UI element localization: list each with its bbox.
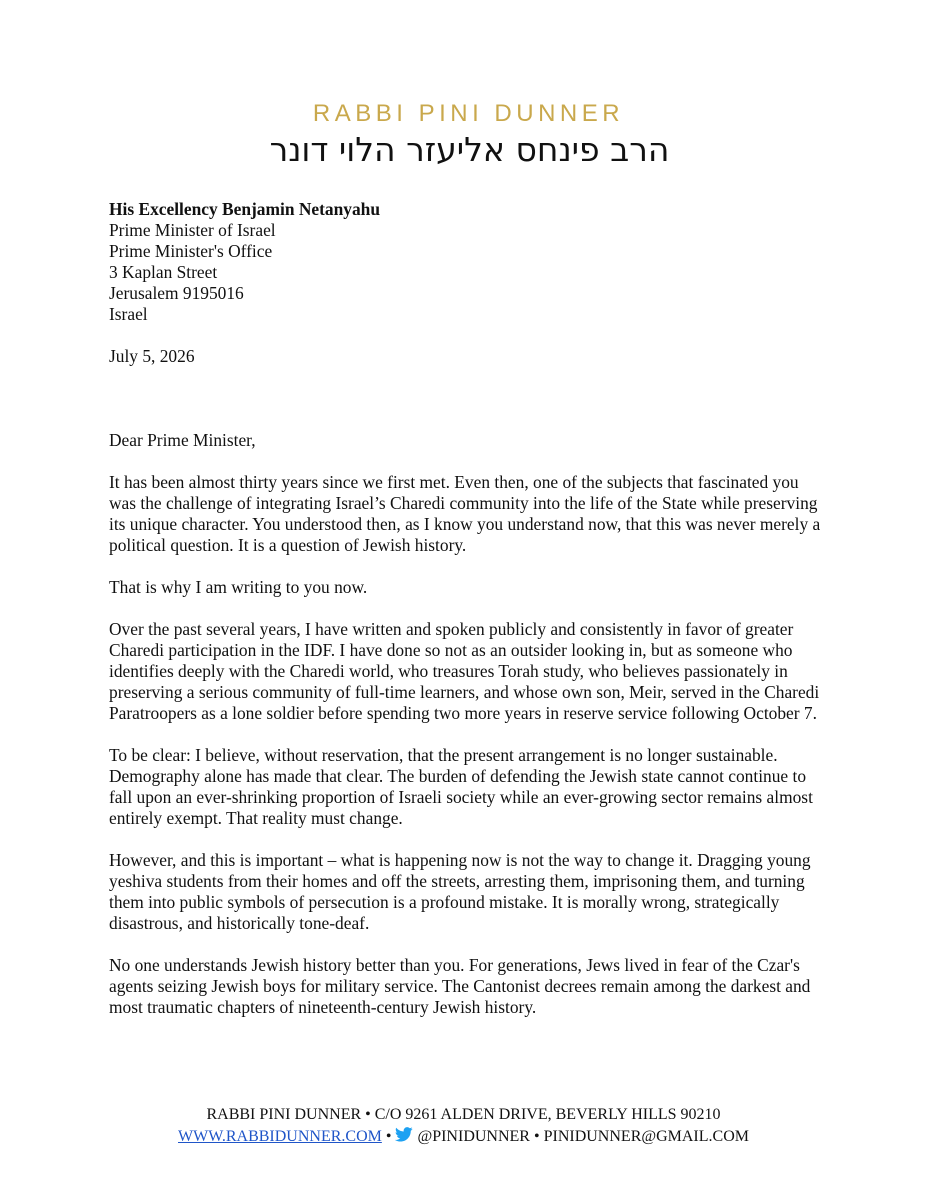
footer-address: RABBI PINI DUNNER • C/O 9261 ALDEN DRIVE, BEVERLY HILLS 90210 <box>206 1106 721 1123</box>
footer-contact <box>0 1126 927 1147</box>
recipient-country: Israel <box>109 304 148 324</box>
letter-body <box>109 199 829 1018</box>
letterhead-name: RABBI PINI DUNNER <box>312 100 625 127</box>
letterhead-hebrew-name: הרב פינחס אליעזר הלוי דונר <box>269 130 670 169</box>
paragraph: No one understands Jewish history better than you. For generations, Jews lived in fear of the Czar's agents seizing Jewish boys for military service. The Cantonist decrees remain among the darkest and most traumatic chapters of nineteenth-century Jewish history. <box>109 955 811 1017</box>
paragraph: It has been almost thirty years since we first met. Even then, one of the subjects that fascinated you was the challenge of integrating Israel’s Charedi community into the life of the State while preserving its unique character. You understood then, as I know you understand now, that this was never merely a political question. It is a question of Jewish history. <box>109 472 821 555</box>
footer-separator: • <box>385 1128 392 1145</box>
email-address[interactable]: • PINIDUNNER@GMAIL.COM <box>533 1128 749 1145</box>
recipient-title: Prime Minister of Israel <box>109 220 276 240</box>
twitter-bird-icon <box>395 1127 413 1142</box>
paragraph: However, and this is important – what is happening now is not the way to change it. Dragging young yeshiva students from their homes and off the streets, arresting them, imprisoning them, and turning them into public symbols of persecution is a profound mistake. It is morally wrong, strategically disastrous, and historically tone-deaf. <box>109 850 811 933</box>
salutation: Dear Prime Minister, <box>109 430 256 450</box>
recipient-address <box>109 199 829 325</box>
letter-footer <box>0 1104 927 1147</box>
recipient-city: Jerusalem 9195016 <box>109 283 244 303</box>
website-link[interactable]: WWW.RABBIDUNNER.COM <box>178 1128 382 1145</box>
letterhead <box>0 100 927 170</box>
recipient-street: 3 Kaplan Street <box>109 262 218 282</box>
paragraph: To be clear: I believe, without reservation, that the present arrangement is no longer sustainable. Demography alone has made that clear. The burden of defending the Jewish state cannot continue to fall upon an ever-shrinking proportion of Israeli society while an ever-growing sector remains almost entirely exempt. That reality must change. <box>109 745 813 828</box>
recipient-name: His Excellency Benjamin Netanyahu <box>109 199 381 219</box>
twitter-handle[interactable]: @PINIDUNNER <box>417 1128 530 1145</box>
recipient-office: Prime Minister's Office <box>109 241 273 261</box>
letter-date: July 5, 2026 <box>109 346 195 366</box>
paragraph: Over the past several years, I have written and spoken publicly and consistently in favor of greater Charedi participation in the IDF. I have done so not as an outsider looking in, but as someone who identifies deeply with the Charedi world, who treasures Torah study, who believes passionately in preserving a serious community of full-time learners, and whose own son, Meir, served in the Charedi Paratroopers as a lone soldier before spending two more years in reserve service following October 7. <box>109 619 820 723</box>
paragraph: That is why I am writing to you now. <box>109 577 368 597</box>
